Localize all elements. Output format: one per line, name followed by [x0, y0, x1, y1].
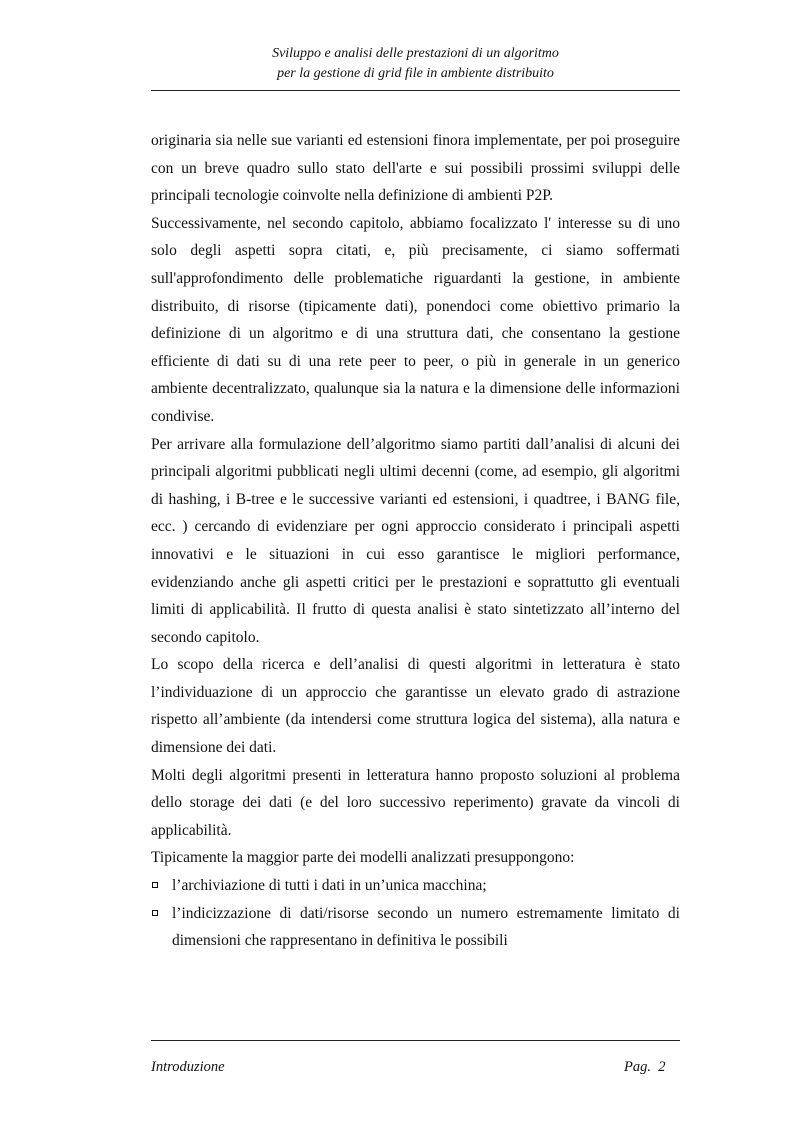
running-header [151, 44, 680, 84]
header-line-2: per la gestione di grid file in ambiente distribuito [277, 66, 554, 81]
square-bullet-icon [152, 910, 158, 916]
body-text [151, 127, 680, 955]
footer-rule [151, 1040, 680, 1041]
paragraph: Tipicamente la maggior parte dei modelli analizzati presuppongono: [151, 849, 575, 867]
page-number: Pag. 2 [624, 1059, 666, 1075]
paragraph: Molti degli algoritmi presenti in letteratura hanno proposto soluzioni al problema dello storage dei dati (e del loro successivo reperimento) gravate da vincoli di applicabilità. [151, 766, 680, 839]
bullet-text: l’archiviazione di tutti i dati in un’unica macchina; [172, 877, 487, 895]
paragraph: Lo scopo della ricerca e dell’analisi di questi algoritmi in letteratura è stato l’individuazione di un approccio che garantisse un elevato grado di astrazione rispetto all’ambiente (da intendersi come struttura logica del sistema), alla natura e dimensione dei dati. [151, 656, 680, 757]
footer-section: Introduzione [151, 1059, 225, 1075]
paragraph: Successivamente, nel secondo capitolo, abbiamo focalizzato l' interesse su di uno solo degli aspetti sopra citati, e, più precisamente, ci siamo soffermati sull'approfondimento delle problematiche riguardanti la gestione, in ambiente distribuito, di risorse (tipicamente dati), ponendoci come obiettivo primario la definizione di un algoritmo e di una struttura dati, che consentano la gestione efficiente di dati su di una rete peer to peer, o più in generale in un generico ambiente decentralizzato, qualunque sia la natura e la dimensione delle informazioni condivise. [151, 214, 680, 425]
bullet-text: l’indicizzazione di dati/risorse secondo un numero estremamente limitato di dimensioni che rappresentano in definitiva le possibili [172, 904, 680, 950]
header-rule [151, 90, 680, 91]
bullet-item [151, 900, 680, 955]
paragraph: Per arrivare alla formulazione dell’algoritmo siamo partiti dall’analisi di alcuni dei principali algoritmi pubblicati negli ultimi decenni (come, ad esempio, gli algoritmi di hashing, i B-tree e le successive varianti ed estensioni, i quadtree, i BANG file, ecc. ) cercando di evidenziare per ogni approccio considerato i principali aspetti innovativi e le situazioni in cui esso garantisce le migliori performance, evidenziando anche gli aspetti critici per le prestazioni e soprattutto gli eventuali limiti di applicabilità. Il frutto di questa analisi è stato sintetizzato all’interno del secondo capitolo. [151, 435, 680, 646]
paragraph: originaria sia nelle sue varianti ed estensioni finora implementate, per poi proseguire con un breve quadro sullo stato dell'arte e sui possibili prossimi sviluppi delle principali tecnologie coinvolte nella definizione di ambienti P2P. [151, 132, 680, 205]
bullet-item [151, 872, 680, 900]
bullet-list [151, 872, 680, 955]
header-line-1: Sviluppo e analisi delle prestazioni di un algoritmo [272, 46, 559, 61]
square-bullet-icon [152, 882, 158, 888]
